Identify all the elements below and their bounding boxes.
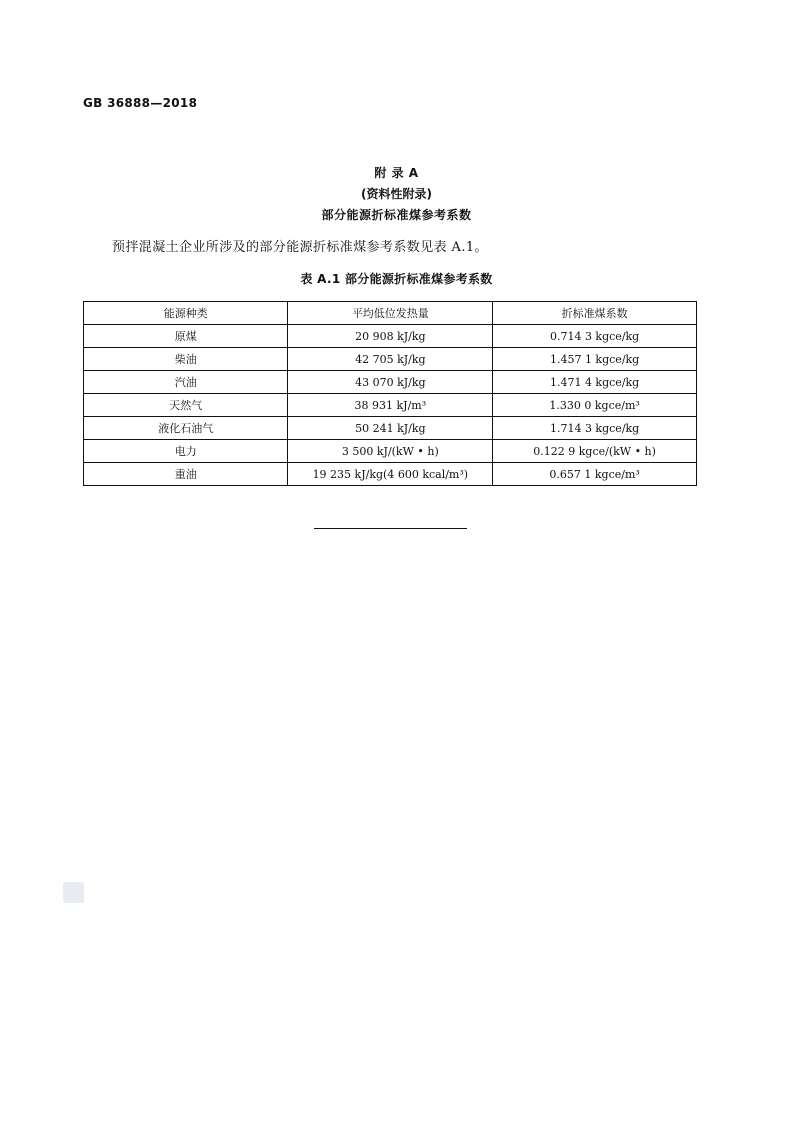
table-row — [84, 417, 697, 440]
body-paragraph: 预拌混凝土企业所涉及的部分能源折标准煤参考系数见表 A.1。 — [112, 240, 488, 255]
header-calorific-value: 平均低位发热量 — [288, 302, 493, 325]
energy-type-cell: 汽油 — [84, 371, 288, 394]
energy-type-cell: 液化石油气 — [84, 417, 288, 440]
table-header-row — [84, 302, 697, 325]
table-row — [84, 394, 697, 417]
coefficient-cell: 0.122 9 kgce/(kW • h) — [493, 440, 697, 463]
table-row — [84, 371, 697, 394]
coefficient-cell: 1.714 3 kgce/kg — [493, 417, 697, 440]
calorific-value-cell: 42 705 kJ/kg — [288, 348, 493, 371]
energy-type-cell: 天然气 — [84, 394, 288, 417]
coefficient-cell: 1.471 4 kgce/kg — [493, 371, 697, 394]
table-row — [84, 325, 697, 348]
calorific-value-cell: 19 235 kJ/kg(4 600 kcal/m³) — [288, 463, 493, 486]
standard-code: GB 36888—2018 — [83, 96, 198, 110]
coefficient-cell: 1.330 0 kgce/m³ — [493, 394, 697, 417]
coefficient-cell: 1.457 1 kgce/kg — [493, 348, 697, 371]
faint-watermark-mark — [63, 882, 84, 903]
appendix-type: (资料性附录) — [361, 187, 432, 201]
calorific-value-cell: 3 500 kJ/(kW • h) — [288, 440, 493, 463]
energy-type-cell: 原煤 — [84, 325, 288, 348]
calorific-value-cell: 38 931 kJ/m³ — [288, 394, 493, 417]
appendix-name: 部分能源折标准煤参考系数 — [321, 208, 472, 222]
coefficient-cell: 0.657 1 kgce/m³ — [493, 463, 697, 486]
calorific-value-cell: 20 908 kJ/kg — [288, 325, 493, 348]
energy-type-cell: 电力 — [84, 440, 288, 463]
header-coefficient: 折标准煤系数 — [493, 302, 697, 325]
coefficient-table — [83, 301, 697, 486]
header-energy-type: 能源种类 — [84, 302, 288, 325]
coefficient-cell: 0.714 3 kgce/kg — [493, 325, 697, 348]
calorific-value-cell: 50 241 kJ/kg — [288, 417, 493, 440]
table-row — [84, 440, 697, 463]
table-row — [84, 348, 697, 371]
table-caption: 表 A.1 部分能源折标准煤参考系数 — [300, 272, 493, 286]
energy-type-cell: 柴油 — [84, 348, 288, 371]
end-of-document-rule — [314, 528, 467, 529]
energy-type-cell: 重油 — [84, 463, 288, 486]
calorific-value-cell: 43 070 kJ/kg — [288, 371, 493, 394]
appendix-title: 附 录 A — [374, 166, 419, 180]
table-row — [84, 463, 697, 486]
